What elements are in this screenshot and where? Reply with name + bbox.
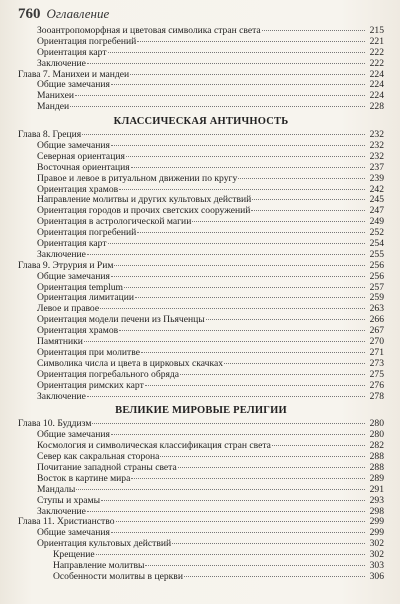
toc-entry-page: 224 (369, 68, 384, 80)
toc-entry-page: 257 (369, 281, 384, 293)
toc-entry[interactable] (18, 572, 384, 583)
running-title: Оглавление (46, 6, 110, 21)
toc-entry[interactable] (18, 59, 384, 70)
toc-entry[interactable] (18, 485, 384, 496)
toc-entry-title: Ориентация templum (37, 281, 124, 293)
dot-leader (111, 434, 365, 435)
toc-entry-title: Ориентация карт (37, 238, 107, 250)
dot-leader (108, 52, 365, 53)
toc-entry[interactable] (18, 370, 384, 381)
toc-entry-page: 273 (369, 357, 384, 369)
dot-leader (119, 189, 365, 190)
toc-entry-title: Глава 10. Буддизм (18, 418, 92, 430)
dot-leader (124, 287, 365, 288)
toc-entry[interactable] (18, 174, 384, 185)
dot-leader (135, 297, 365, 298)
page-number: 760 (18, 6, 41, 22)
toc-entry-title: Глава 11. Христианство (18, 516, 115, 528)
toc-entry-title: Ориентация культовых действий (37, 538, 172, 550)
toc-entry-page: 242 (369, 183, 384, 195)
toc-entry-title: Почитание западной страны света (37, 461, 177, 473)
dot-leader (192, 221, 365, 222)
toc-entry-page: 280 (369, 429, 384, 441)
dot-leader (87, 396, 365, 397)
toc-entry-page: 254 (369, 238, 384, 250)
toc-entry-title: Ориентация модели печени из Пьяченцы (37, 314, 205, 326)
toc-entry-page: 302 (369, 549, 384, 561)
table-of-contents (18, 26, 384, 583)
toc-entry-title: Ориентация лимитации (37, 292, 134, 304)
toc-entry-title: Особенности молитвы в церкви (53, 570, 183, 582)
dot-leader (111, 532, 365, 533)
toc-entry-page: 247 (369, 205, 384, 217)
toc-entry-title: Ориентация храмов (37, 325, 119, 337)
toc-entry-title: Зооантропоморфная и цветовая символика стран света (37, 25, 261, 36)
dot-leader (119, 330, 365, 331)
toc-entry-title: Правое и левое в ритуальном движении по кругу (37, 172, 238, 184)
dot-leader (131, 478, 365, 479)
toc-entry-title: Ориентация при молитве (37, 346, 140, 358)
dot-leader (116, 521, 365, 522)
toc-entry-title: Восточная ориентация (37, 161, 130, 173)
dot-leader (252, 199, 365, 200)
toc-entry-page: 224 (369, 79, 384, 91)
dot-leader (272, 445, 365, 446)
dot-leader (178, 467, 365, 468)
dot-leader (82, 134, 365, 135)
toc-entry-title: Мандалы (37, 483, 76, 495)
toc-entry-page: 237 (369, 161, 384, 173)
dot-leader (184, 576, 365, 577)
toc-entry-page: 298 (369, 505, 384, 517)
dot-leader (224, 363, 365, 364)
toc-entry-page: 267 (369, 325, 384, 337)
toc-entry-title: Общие замечания (37, 527, 110, 539)
dot-leader (87, 511, 365, 512)
toc-entry-page: 228 (369, 101, 384, 113)
toc-entry-page: 276 (369, 379, 384, 391)
toc-entry-page: 275 (369, 368, 384, 380)
toc-entry-page: 288 (369, 451, 384, 463)
dot-leader (87, 254, 365, 255)
toc-entry-title: Ориентация погребений (37, 35, 137, 47)
toc-entry-title: Космология и символическая классификация стран света (37, 440, 271, 452)
dot-leader (87, 63, 365, 64)
toc-entry-title: Север как сакральная сторона (37, 451, 160, 463)
page-header (18, 6, 384, 24)
dot-leader (130, 74, 365, 75)
toc-entry[interactable] (18, 272, 384, 283)
toc-entry-page: 239 (369, 172, 384, 184)
toc-entry-page: 299 (369, 527, 384, 539)
toc-entry-page: 245 (369, 194, 384, 206)
toc-entry-page: 222 (369, 46, 384, 58)
toc-entry-page: 221 (369, 35, 384, 47)
dot-leader (111, 276, 365, 277)
toc-entry-title: Глава 7. Манихеи и мандеи (18, 68, 130, 80)
dot-leader (111, 145, 365, 146)
dot-leader (180, 374, 365, 375)
toc-entry-page: 282 (369, 440, 384, 452)
dot-leader (100, 308, 365, 309)
toc-entry-title: Манихеи (37, 90, 75, 102)
toc-entry-page: 259 (369, 292, 384, 304)
toc-entry-title: Ориентация городов и прочих светских сооружений (37, 205, 251, 217)
dot-leader (101, 500, 365, 501)
toc-entry-title: Ориентация римских карт (37, 379, 144, 391)
toc-entry-page: 266 (369, 314, 384, 326)
dot-leader (251, 210, 365, 211)
toc-entry-page: 288 (369, 461, 384, 473)
section-heading: КЛАССИЧЕСКАЯ АНТИЧНОСТЬ (113, 116, 289, 128)
dot-leader (145, 565, 365, 566)
toc-entry-page: 302 (369, 538, 384, 550)
toc-entry[interactable] (18, 496, 384, 507)
dot-leader (206, 319, 365, 320)
toc-entry-page: 222 (369, 57, 384, 69)
dot-leader (137, 232, 365, 233)
toc-entry-title: Ступы и храмы (37, 494, 101, 506)
toc-entry-page: 278 (369, 390, 384, 402)
toc-entry-page: 293 (369, 494, 384, 506)
toc-entry-page: 232 (369, 150, 384, 162)
toc-entry[interactable] (18, 91, 384, 102)
dot-leader (172, 543, 365, 544)
toc-entry-page: 303 (369, 559, 384, 571)
toc-entry-page: 224 (369, 90, 384, 102)
toc-entry[interactable] (18, 392, 384, 403)
dot-leader (92, 423, 365, 424)
toc-entry-page: 306 (369, 570, 384, 582)
toc-entry-title: Заключение (37, 390, 86, 402)
toc-entry-title: Ориентация погребального обряда (37, 368, 180, 380)
toc-entry-title: Заключение (37, 57, 86, 69)
dot-leader (238, 178, 365, 179)
dot-leader (75, 95, 365, 96)
dot-leader (114, 265, 365, 266)
toc-entry-page: 255 (369, 248, 384, 260)
toc-entry-page: 280 (369, 418, 384, 430)
toc-entry-page: 270 (369, 336, 384, 348)
toc-entry-page: 271 (369, 346, 384, 358)
dot-leader (111, 84, 365, 85)
dot-leader (160, 456, 365, 457)
toc-entry-title: Символика числа и цвета в цирковых скачках (37, 357, 224, 369)
dot-leader (137, 41, 365, 42)
toc-entry-title: Памятники (37, 336, 83, 348)
toc-entry-title: Направление молитвы (53, 559, 145, 571)
toc-entry-title: Восток в картине мира (37, 472, 131, 484)
dot-leader (70, 106, 365, 107)
toc-entry-title: Заключение (37, 505, 86, 517)
dot-leader (126, 156, 365, 157)
dot-leader (141, 352, 365, 353)
dot-leader (108, 243, 365, 244)
toc-entry-title: Глава 8. Греция (18, 129, 82, 141)
toc-entry-title: Крещение (53, 549, 95, 561)
toc-entry-title: Заключение (37, 248, 86, 260)
toc-entry-title: Направление молитвы и других культовых действий (37, 194, 252, 206)
toc-entry-title: Левое и правое (37, 303, 100, 315)
dot-leader (145, 385, 365, 386)
toc-entry-title: Глава 9. Этрурия и Рим (18, 259, 114, 271)
toc-entry-page: 232 (369, 140, 384, 152)
toc-entry[interactable] (18, 381, 384, 392)
toc-entry-page: 232 (369, 129, 384, 141)
toc-entry-page: 291 (369, 483, 384, 495)
dot-leader (131, 167, 365, 168)
toc-entry-title: Общие замечания (37, 79, 110, 91)
toc-entry-page: 252 (369, 227, 384, 239)
toc-entry-title: Ориентация погребений (37, 227, 137, 239)
toc-entry-title: Ориентация храмов (37, 183, 119, 195)
dot-leader (76, 489, 365, 490)
toc-entry-title: Общие замечания (37, 429, 110, 441)
toc-entry-page: 289 (369, 472, 384, 484)
toc-entry-page: 215 (369, 25, 384, 36)
dot-leader (262, 30, 365, 31)
dot-leader (84, 341, 365, 342)
toc-entry-page: 256 (369, 259, 384, 271)
dot-leader (96, 554, 365, 555)
toc-entry-page: 299 (369, 516, 384, 528)
toc-entry[interactable] (18, 102, 384, 113)
toc-entry-title: Общие замечания (37, 140, 110, 152)
toc-entry-page: 256 (369, 270, 384, 282)
toc-entry-title: Мандеи (37, 101, 70, 113)
toc-entry-title: Северная ориентация (37, 150, 125, 162)
section-heading: ВЕЛИКИЕ МИРОВЫЕ РЕЛИГИИ (115, 405, 287, 417)
toc-entry-title: Ориентация в астрологической магии (37, 216, 192, 228)
toc-entry-page: 263 (369, 303, 384, 315)
toc-entry-title: Ориентация карт (37, 46, 107, 58)
toc-entry-title: Общие замечания (37, 270, 110, 282)
toc-entry-page: 249 (369, 216, 384, 228)
